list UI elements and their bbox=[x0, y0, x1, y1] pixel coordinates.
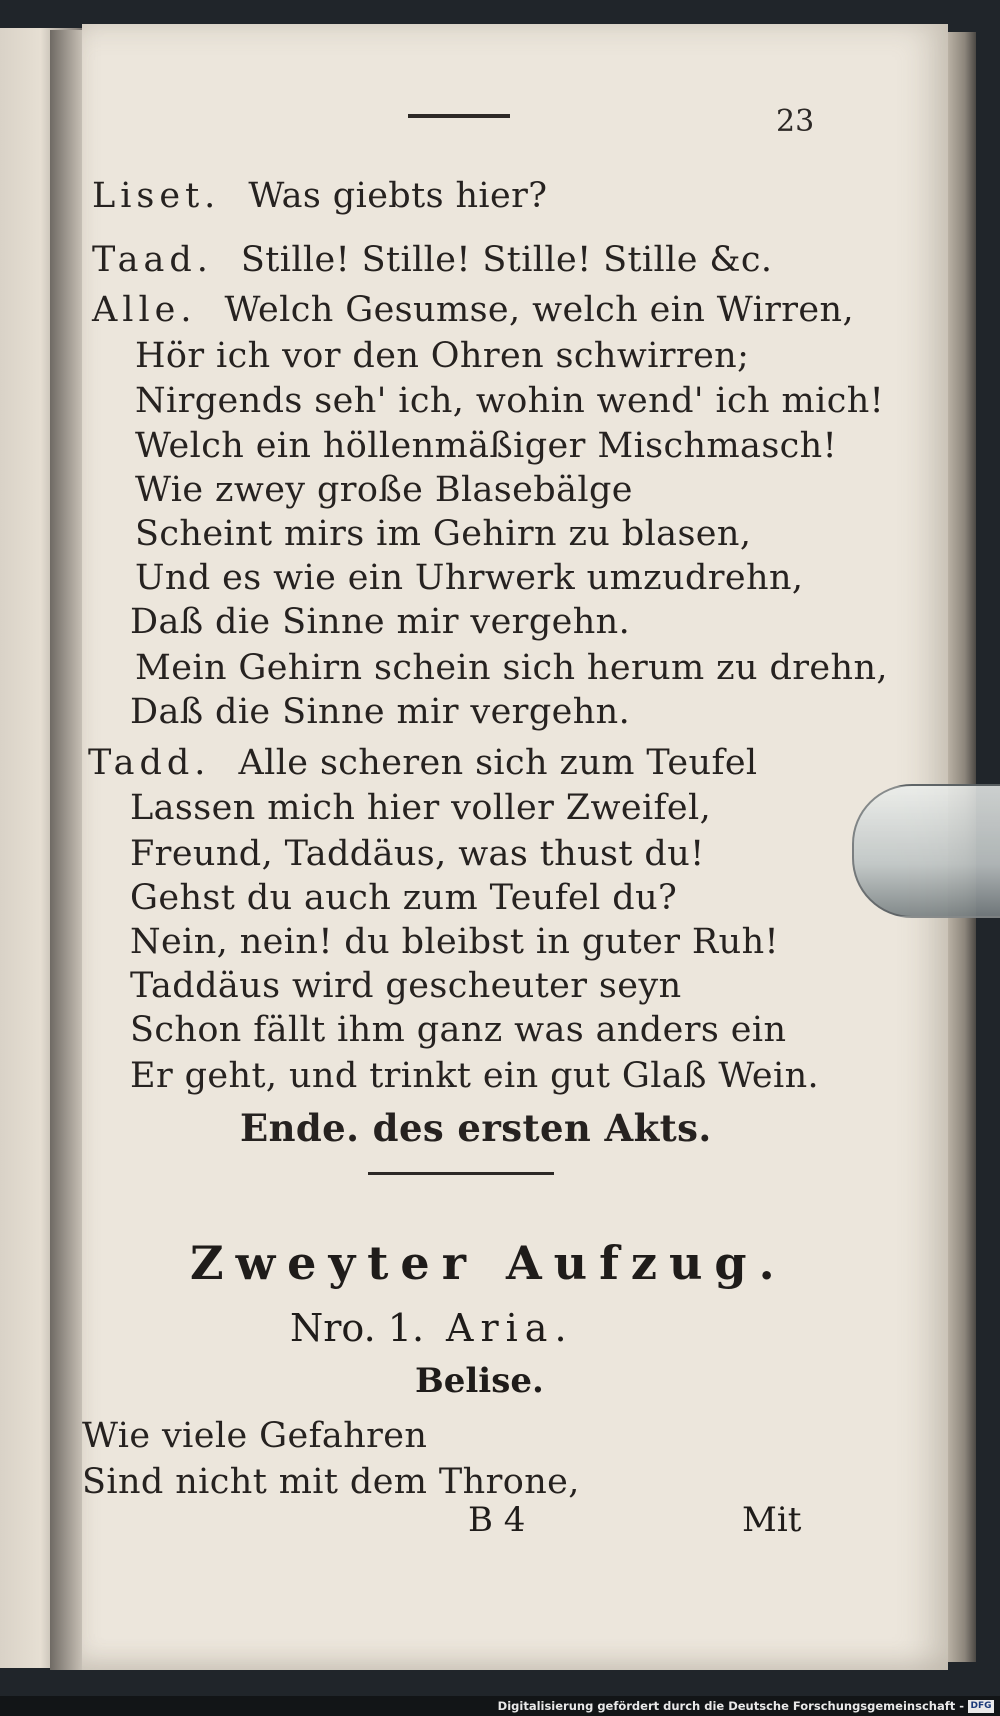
aria-line: Sind nicht mit dem Throne, bbox=[82, 1462, 580, 1502]
text-line bbox=[135, 558, 803, 598]
line-text: Welch Gesumse, welch ein Wirren, bbox=[224, 290, 855, 330]
text-line bbox=[135, 381, 884, 421]
line-text: Nein, nein! du bleibst in guter Ruh! bbox=[130, 922, 779, 962]
line-text: Scheint mirs im Gehirn zu blasen, bbox=[135, 514, 752, 554]
line-text: Wie zwey große Blasebälge bbox=[135, 470, 633, 510]
text-line bbox=[130, 834, 705, 874]
line-text: Mein Gehirn schein sich herum zu drehn, bbox=[135, 648, 888, 688]
digitization-credit: Digitalisierung gefördert durch die Deutsche Forschungsgemeinschaft - bbox=[497, 1699, 964, 1713]
character-name: Belise. bbox=[415, 1361, 544, 1401]
text-line bbox=[92, 176, 547, 216]
text-line bbox=[130, 602, 630, 642]
text-line bbox=[88, 743, 758, 783]
line-text: Und es wie ein Uhrwerk umzudrehn, bbox=[135, 558, 804, 598]
text-line bbox=[92, 240, 772, 280]
dfg-logo-icon: DFG bbox=[968, 1700, 994, 1713]
line-text: Hör ich vor den Ohren schwirren; bbox=[135, 336, 750, 376]
line-text: Stille! Stille! Stille! Stille &c. bbox=[240, 240, 773, 280]
speaker-label: Liset. bbox=[92, 176, 221, 216]
text-line bbox=[130, 966, 682, 1006]
line-text: Lassen mich hier voller Zweifel, bbox=[130, 788, 712, 828]
line-text: Schon fällt ihm ganz was anders ein bbox=[130, 1010, 787, 1050]
text-line bbox=[135, 470, 633, 510]
text-line bbox=[130, 878, 677, 918]
act-title: Zweyter Aufzug. bbox=[190, 1236, 787, 1290]
text-line bbox=[135, 336, 749, 376]
line-text: Gehst du auch zum Teufel du? bbox=[130, 878, 678, 918]
aria-label: Aria. bbox=[446, 1306, 574, 1350]
line-text: Er geht, und trinkt ein gut Glaß Wein. bbox=[130, 1056, 820, 1096]
line-text: Was giebts hier? bbox=[248, 176, 548, 216]
text-line bbox=[135, 514, 751, 554]
act-end-line: Ende. des ersten Akts. bbox=[240, 1106, 712, 1150]
page-number: 23 bbox=[776, 104, 815, 139]
text-line bbox=[130, 788, 711, 828]
text-line bbox=[130, 1056, 819, 1096]
text-line bbox=[92, 290, 854, 330]
text-line bbox=[130, 922, 779, 962]
page-clip bbox=[852, 784, 1000, 918]
signature-mark: B 4 bbox=[468, 1500, 526, 1540]
line-text: Nirgends seh' ich, wohin wend' ich mich! bbox=[135, 381, 885, 421]
line-text: Alle scheren sich zum Teufel bbox=[238, 743, 758, 783]
text-line bbox=[130, 1010, 786, 1050]
text-line bbox=[135, 648, 888, 688]
catchword: Mit bbox=[742, 1500, 802, 1540]
header-rule bbox=[408, 114, 510, 118]
section-rule bbox=[368, 1172, 554, 1175]
speaker-label: Taad. bbox=[92, 240, 213, 280]
aria-line: Wie viele Gefahren bbox=[82, 1416, 428, 1456]
text-line bbox=[135, 426, 837, 466]
line-text: Daß die Sinne mir vergehn. bbox=[130, 692, 631, 732]
number-heading bbox=[290, 1306, 574, 1350]
line-text: Welch ein höllenmäßiger Mischmasch! bbox=[135, 426, 838, 466]
line-text: Taddäus wird gescheuter seyn bbox=[130, 966, 682, 1006]
number-label: Nro. 1. bbox=[290, 1306, 425, 1350]
text-line bbox=[130, 692, 630, 732]
speaker-label: Alle. bbox=[92, 290, 197, 330]
line-text: Daß die Sinne mir vergehn. bbox=[130, 602, 631, 642]
line-text: Freund, Taddäus, was thust du! bbox=[130, 834, 705, 874]
speaker-label: Tadd. bbox=[88, 743, 211, 783]
